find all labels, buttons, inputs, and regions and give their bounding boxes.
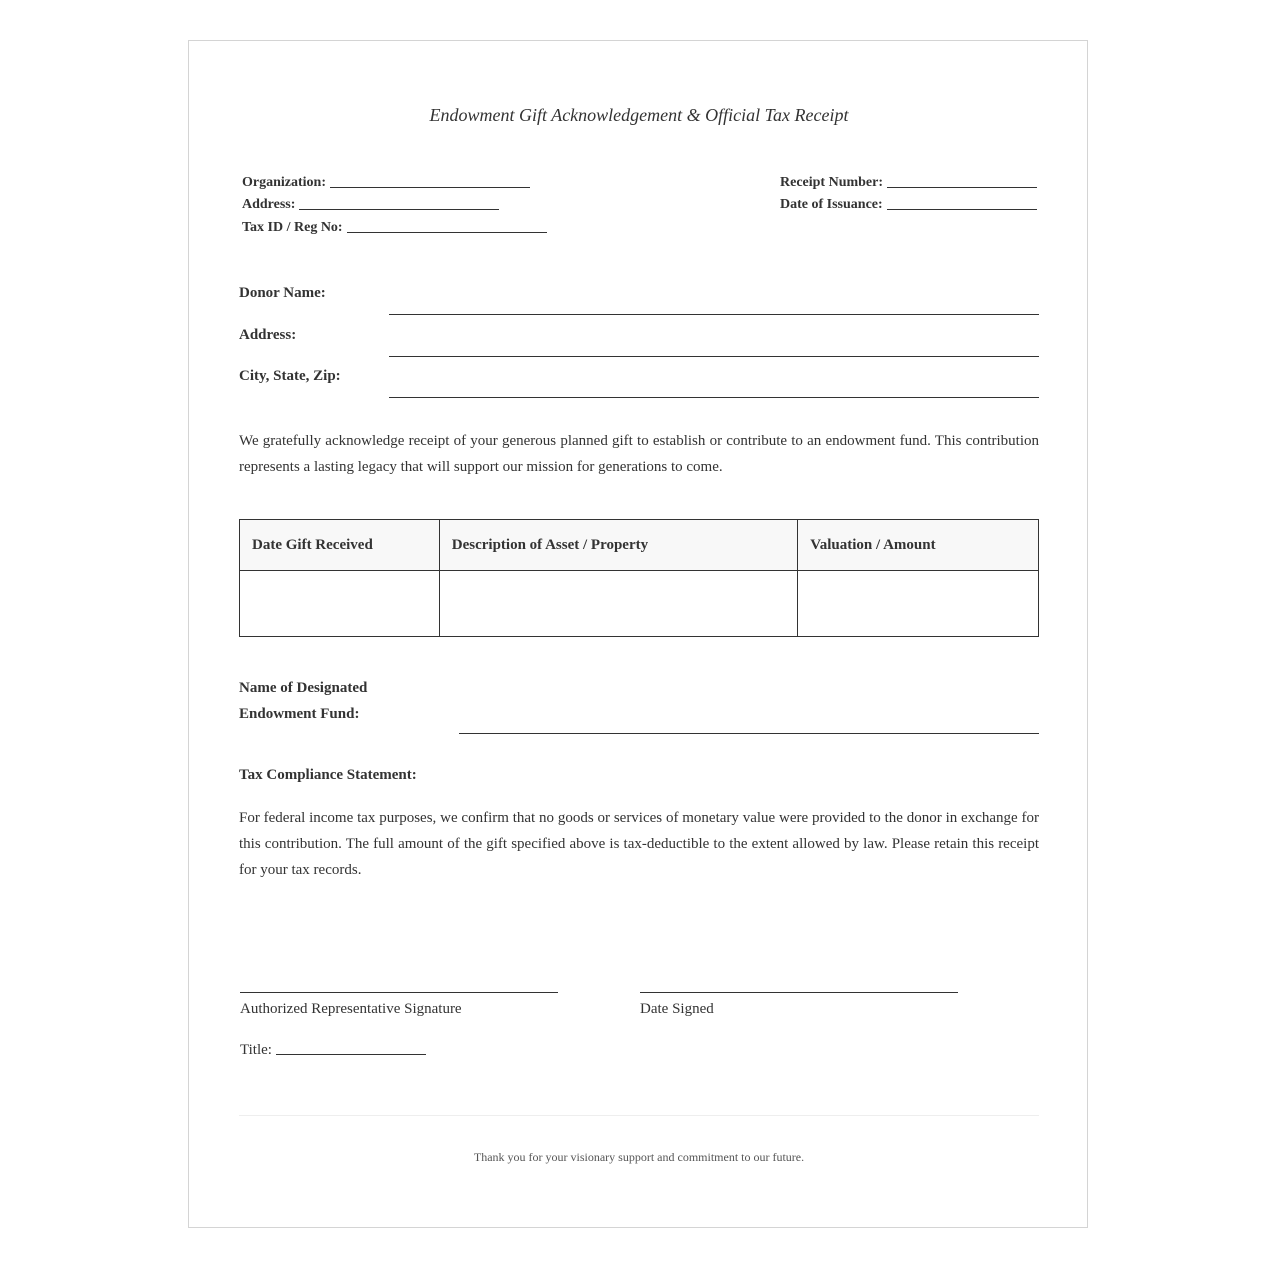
column-header-date-received: Date Gift Received bbox=[240, 520, 440, 571]
signature-label: Authorized Representative Signature bbox=[240, 1001, 462, 1017]
date-of-issuance-label: Date of Issuance: bbox=[780, 197, 883, 212]
donor-city-state-zip-label: City, State, Zip: bbox=[239, 368, 341, 384]
donor-address-field[interactable] bbox=[389, 356, 1039, 357]
acknowledgement-paragraph: We gratefully acknowledge receipt of your generous planned gift to establish or contribute to an endowment fund. This contribution represents a lasting legacy that will support our mission for generations to come. bbox=[239, 433, 1039, 475]
date-of-issuance-row bbox=[780, 197, 1037, 213]
designated-fund-label-line2: Endowment Fund: bbox=[239, 706, 360, 722]
date-signed-field[interactable] bbox=[640, 992, 958, 993]
designated-fund-label-line1: Name of Designated bbox=[239, 680, 368, 696]
receipt-number-row bbox=[780, 175, 1037, 191]
receipt-number-field[interactable] bbox=[887, 186, 1037, 188]
date-of-issuance-field[interactable] bbox=[887, 208, 1037, 210]
footer-divider bbox=[239, 1115, 1039, 1116]
org-address-row bbox=[242, 197, 499, 213]
tax-id-label: Tax ID / Reg No: bbox=[242, 220, 343, 235]
receipt-number-label: Receipt Number: bbox=[780, 175, 884, 190]
designated-fund-field[interactable] bbox=[459, 733, 1039, 734]
org-address-field[interactable] bbox=[299, 208, 499, 210]
tax-compliance-paragraph: For federal income tax purposes, we confirm that no goods or services of monetary value were provided to the donor in exchange for this contribution. The full amount of the gift specified above is tax-deductible to the extent allowed by law. Please retain this receipt for your tax records. bbox=[239, 810, 1039, 878]
designated-fund-label bbox=[239, 675, 367, 727]
tax-compliance-heading: Tax Compliance Statement: bbox=[239, 767, 417, 783]
receipt-page bbox=[188, 40, 1088, 1228]
signer-title-row bbox=[240, 1042, 426, 1059]
donor-city-state-zip-field[interactable] bbox=[389, 397, 1039, 398]
org-address-label: Address: bbox=[242, 197, 296, 212]
gift-table bbox=[239, 519, 1039, 637]
valuation-cell[interactable] bbox=[798, 571, 1039, 637]
date-received-cell[interactable] bbox=[240, 571, 440, 637]
document-title: Endowment Gift Acknowledgement & Official Tax Receipt bbox=[429, 105, 849, 125]
tax-id-row bbox=[242, 220, 547, 236]
column-header-valuation: Valuation / Amount bbox=[798, 520, 1039, 571]
footer-message: Thank you for your visionary support and commitment to our future. bbox=[473, 1150, 805, 1164]
donor-name-label: Donor Name: bbox=[239, 285, 326, 301]
description-cell[interactable] bbox=[439, 571, 798, 637]
donor-name-field[interactable] bbox=[389, 314, 1039, 315]
organization-row bbox=[242, 175, 530, 191]
signer-title-field[interactable] bbox=[276, 1053, 426, 1055]
column-header-description: Description of Asset / Property bbox=[439, 520, 798, 571]
tax-id-field[interactable] bbox=[347, 231, 547, 233]
signature-field[interactable] bbox=[240, 992, 558, 993]
table-header-row bbox=[240, 520, 1039, 571]
organization-label: Organization: bbox=[242, 175, 326, 190]
organization-field[interactable] bbox=[330, 186, 530, 188]
signer-title-label: Title: bbox=[240, 1042, 272, 1058]
date-signed-label: Date Signed bbox=[640, 1001, 714, 1017]
donor-address-label: Address: bbox=[239, 327, 297, 343]
table-row bbox=[240, 571, 1039, 637]
